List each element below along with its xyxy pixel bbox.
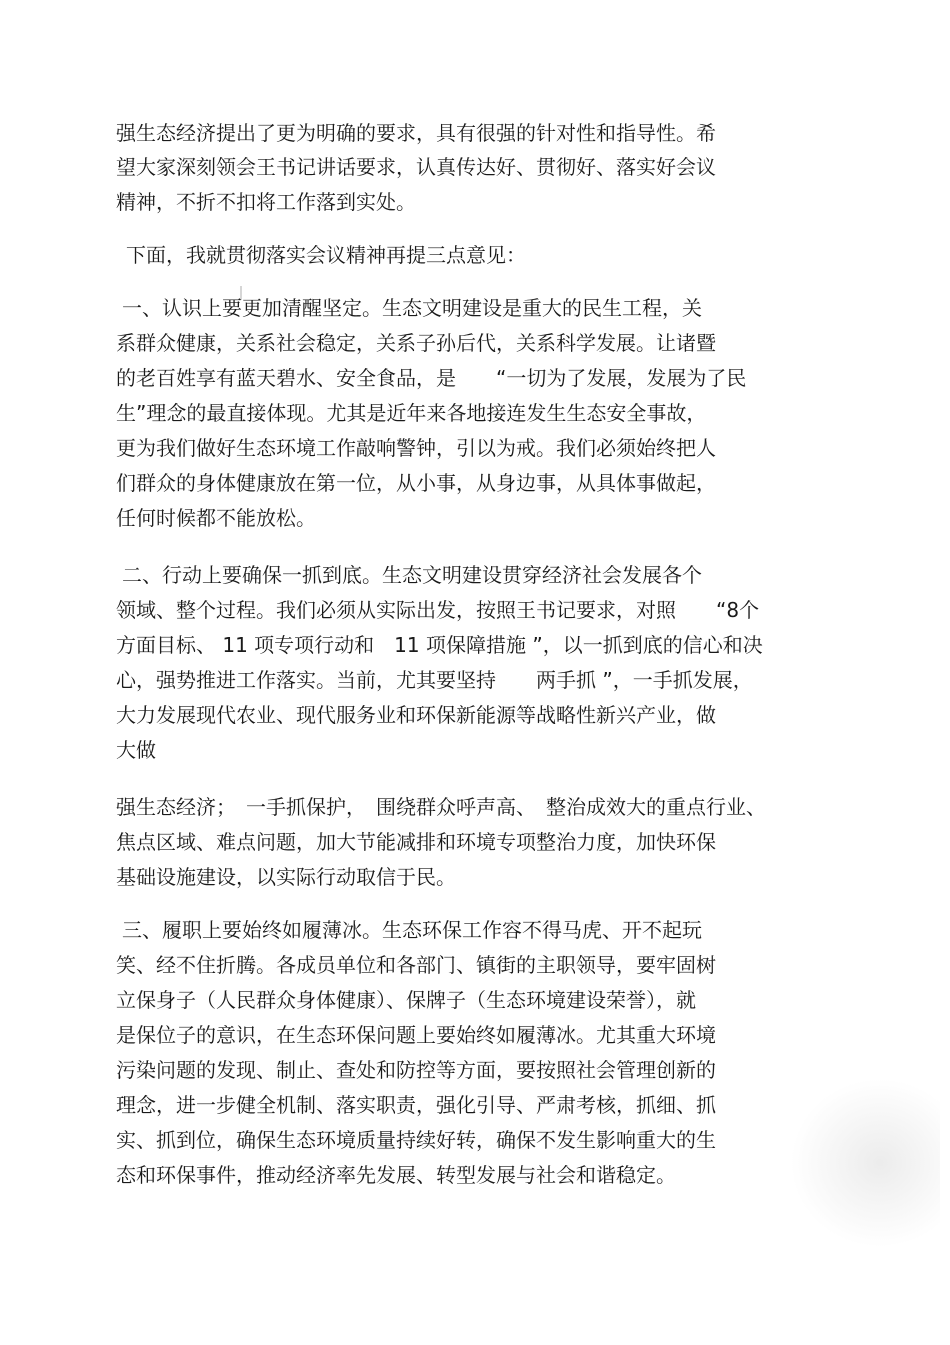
paragraph-line: 大力发展现代农业、现代服务业和环保新能源等战略性新兴产业，做	[116, 703, 716, 727]
paragraph-line: 的老百姓享有蓝天碧水、安全食品，是 “一切为了发展，发展为了民	[116, 366, 747, 390]
paragraph-line: 精神，不折不扣将工作落到实处。	[116, 190, 416, 214]
paragraph-line: 强生态经济； 一手抓保护， 围绕群众呼声高、 整治成效大的重点行业、	[116, 795, 766, 819]
paragraph-line: 基础设施建设，以实际行动取信于民。	[116, 865, 456, 889]
scan-smudge	[790, 1078, 940, 1248]
paragraph-line: 立保身子（人民群众身体健康）、保牌子（生态环境建设荣誉），就	[116, 988, 696, 1012]
paragraph-line: 系群众健康，关系社会稳定，关系子孙后代，关系科学发展。让诸暨	[116, 331, 716, 355]
paragraph-line: 污染问题的发现、制止、查处和防控等方面，要按照社会管理创新的	[116, 1058, 716, 1082]
paragraph-line: 心，强势推进工作落实。当前，尤其要坚持 两手抓 ”，一手抓发展，	[116, 668, 753, 692]
paragraph-line: 方面目标、 11 项专项行动和 11 项保障措施 ”，以一抓到底的信心和决	[116, 633, 763, 657]
paragraph-line: 强生态经济提出了更为明确的要求，具有很强的针对性和指导性。希	[116, 121, 716, 145]
paragraph-line: 下面，我就贯彻落实会议精神再提三点意见：	[126, 243, 526, 267]
section-heading-line: 一、认识上要更加清醒坚定。生态文明建设是重大的民生工程，关	[122, 296, 702, 320]
section-heading-line: 三、履职上要始终如履薄冰。生态环保工作容不得马虎、开不起玩	[122, 918, 702, 942]
paragraph-line: 更为我们做好生态环境工作敲响警钟，引以为戒。我们必须始终把人	[116, 436, 716, 460]
paragraph-line: 们群众的身体健康放在第一位，从小事，从身边事，从具体事做起，	[116, 471, 716, 495]
paragraph-line: 笑、经不住折腾。各成员单位和各部门、镇街的主职领导，要牢固树	[116, 953, 716, 977]
paragraph-line: 望大家深刻领会王书记讲话要求，认真传达好、贯彻好、落实好会议	[116, 155, 716, 179]
paragraph-line: 态和环保事件，推动经济率先发展、转型发展与社会和谐稳定。	[116, 1163, 676, 1187]
paragraph-line: 是保位子的意识，在生态环保问题上要始终如履薄冰。尤其重大环境	[116, 1023, 716, 1047]
paragraph-line: 生”理念的最直接体现。尤其是近年来各地接连发生生态安全事故，	[116, 401, 707, 425]
paragraph-line: 理念，进一步健全机制、落实职责，强化引导、严肃考核，抓细、抓	[116, 1093, 716, 1117]
section-heading-line: 二、行动上要确保一抓到底。生态文明建设贯穿经济社会发展各个	[122, 563, 702, 587]
paragraph-line: 大做	[116, 738, 156, 762]
paragraph-line: 焦点区域、难点问题，加大节能减排和环境专项整治力度，加快环保	[116, 830, 716, 854]
paragraph-line: 任何时候都不能放松。	[116, 506, 316, 530]
paragraph-line: 实、抓到位，确保生态环境质量持续好转，确保不发生影响重大的生	[116, 1128, 716, 1152]
paragraph-line: 领域、整个过程。我们必须从实际出发，按照王书记要求，对照 “8个	[116, 598, 760, 622]
